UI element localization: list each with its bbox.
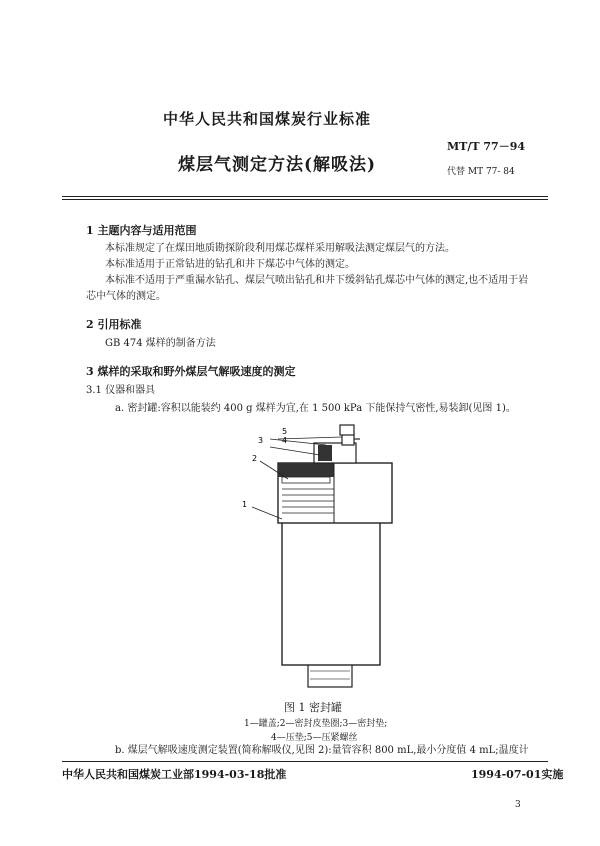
section-1-paragraph-3-line-1: 本标准不适用于严重漏水钻孔、煤层气喷出钻孔和井下缓斜钻孔煤芯中气体的测定,也不适用于岩 [105, 275, 529, 286]
section-1-heading: 1 主题内容与适用范围 [86, 224, 197, 237]
approval-line: 中华人民共和国煤炭工业部1994-03-18批准 [62, 768, 287, 781]
lid-section-hatch [278, 463, 334, 477]
section-2-heading: 2 引用标准 [86, 318, 142, 331]
bottom-plug [308, 663, 352, 687]
footer-rule [62, 761, 548, 762]
section-3-item-b: b. 煤层气解吸速度测定装置(简称解吸仪,见图 2):量管容积 800 mL,最小分度值 4 mL;温度计 [115, 745, 529, 756]
figure-legend-line-2: 4—压垫;5—压紧螺丝 [271, 733, 358, 743]
section-1-paragraph-2: 本标准适用于正常钻进的钻孔和井下煤芯中气体的测定。 [105, 259, 355, 270]
document-title: 煤层气测定方法(解吸法) [178, 155, 377, 175]
figure-label-5: 5 [282, 427, 288, 436]
figure-label-1: 1 [242, 500, 248, 509]
sealed-canister-diagram [230, 415, 430, 697]
figure-label-2: 2 [252, 454, 258, 463]
standard-code: MT/T 77－94 [447, 140, 526, 153]
issuing-organization: 中华人民共和国煤炭行业标准 [163, 110, 372, 128]
figure-legend-line-1: 1—罐盖;2—密封皮垫圈;3—密封垫; [244, 719, 388, 729]
page-number: 3 [515, 800, 521, 810]
rubber-gasket [282, 477, 330, 483]
section-2-reference: GB 474 煤样的制备方法 [105, 338, 216, 349]
figure-label-3: 3 [258, 436, 264, 445]
header-rule-top [62, 196, 548, 197]
figure-label-4: 4 [282, 436, 288, 445]
section-3-1-heading: 3.1 仪器和器具 [86, 385, 156, 396]
header-rule-bottom [62, 199, 548, 200]
section-3-item-a: a. 密封罐:容积以能装约 400 g 煤样为宜,在 1 500 kPa 下能保持气密性,易装卸(见图 1)。 [115, 403, 516, 414]
section-3-heading: 3 煤样的采取和野外煤层气解吸速度的测定 [86, 365, 296, 378]
canister-body [282, 517, 380, 665]
section-1-paragraph-1: 本标准规定了在煤田地质勘探阶段利用煤芯煤样采用解吸法测定煤层气的方法。 [105, 243, 455, 254]
replaces-standard: 代替 MT 77- 84 [447, 167, 515, 177]
figure-caption: 图 1 密封罐 [284, 701, 342, 714]
section-1-paragraph-3-line-2: 芯中气体的测定。 [86, 291, 166, 302]
effective-date: 1994-07-01实施 [471, 768, 564, 781]
